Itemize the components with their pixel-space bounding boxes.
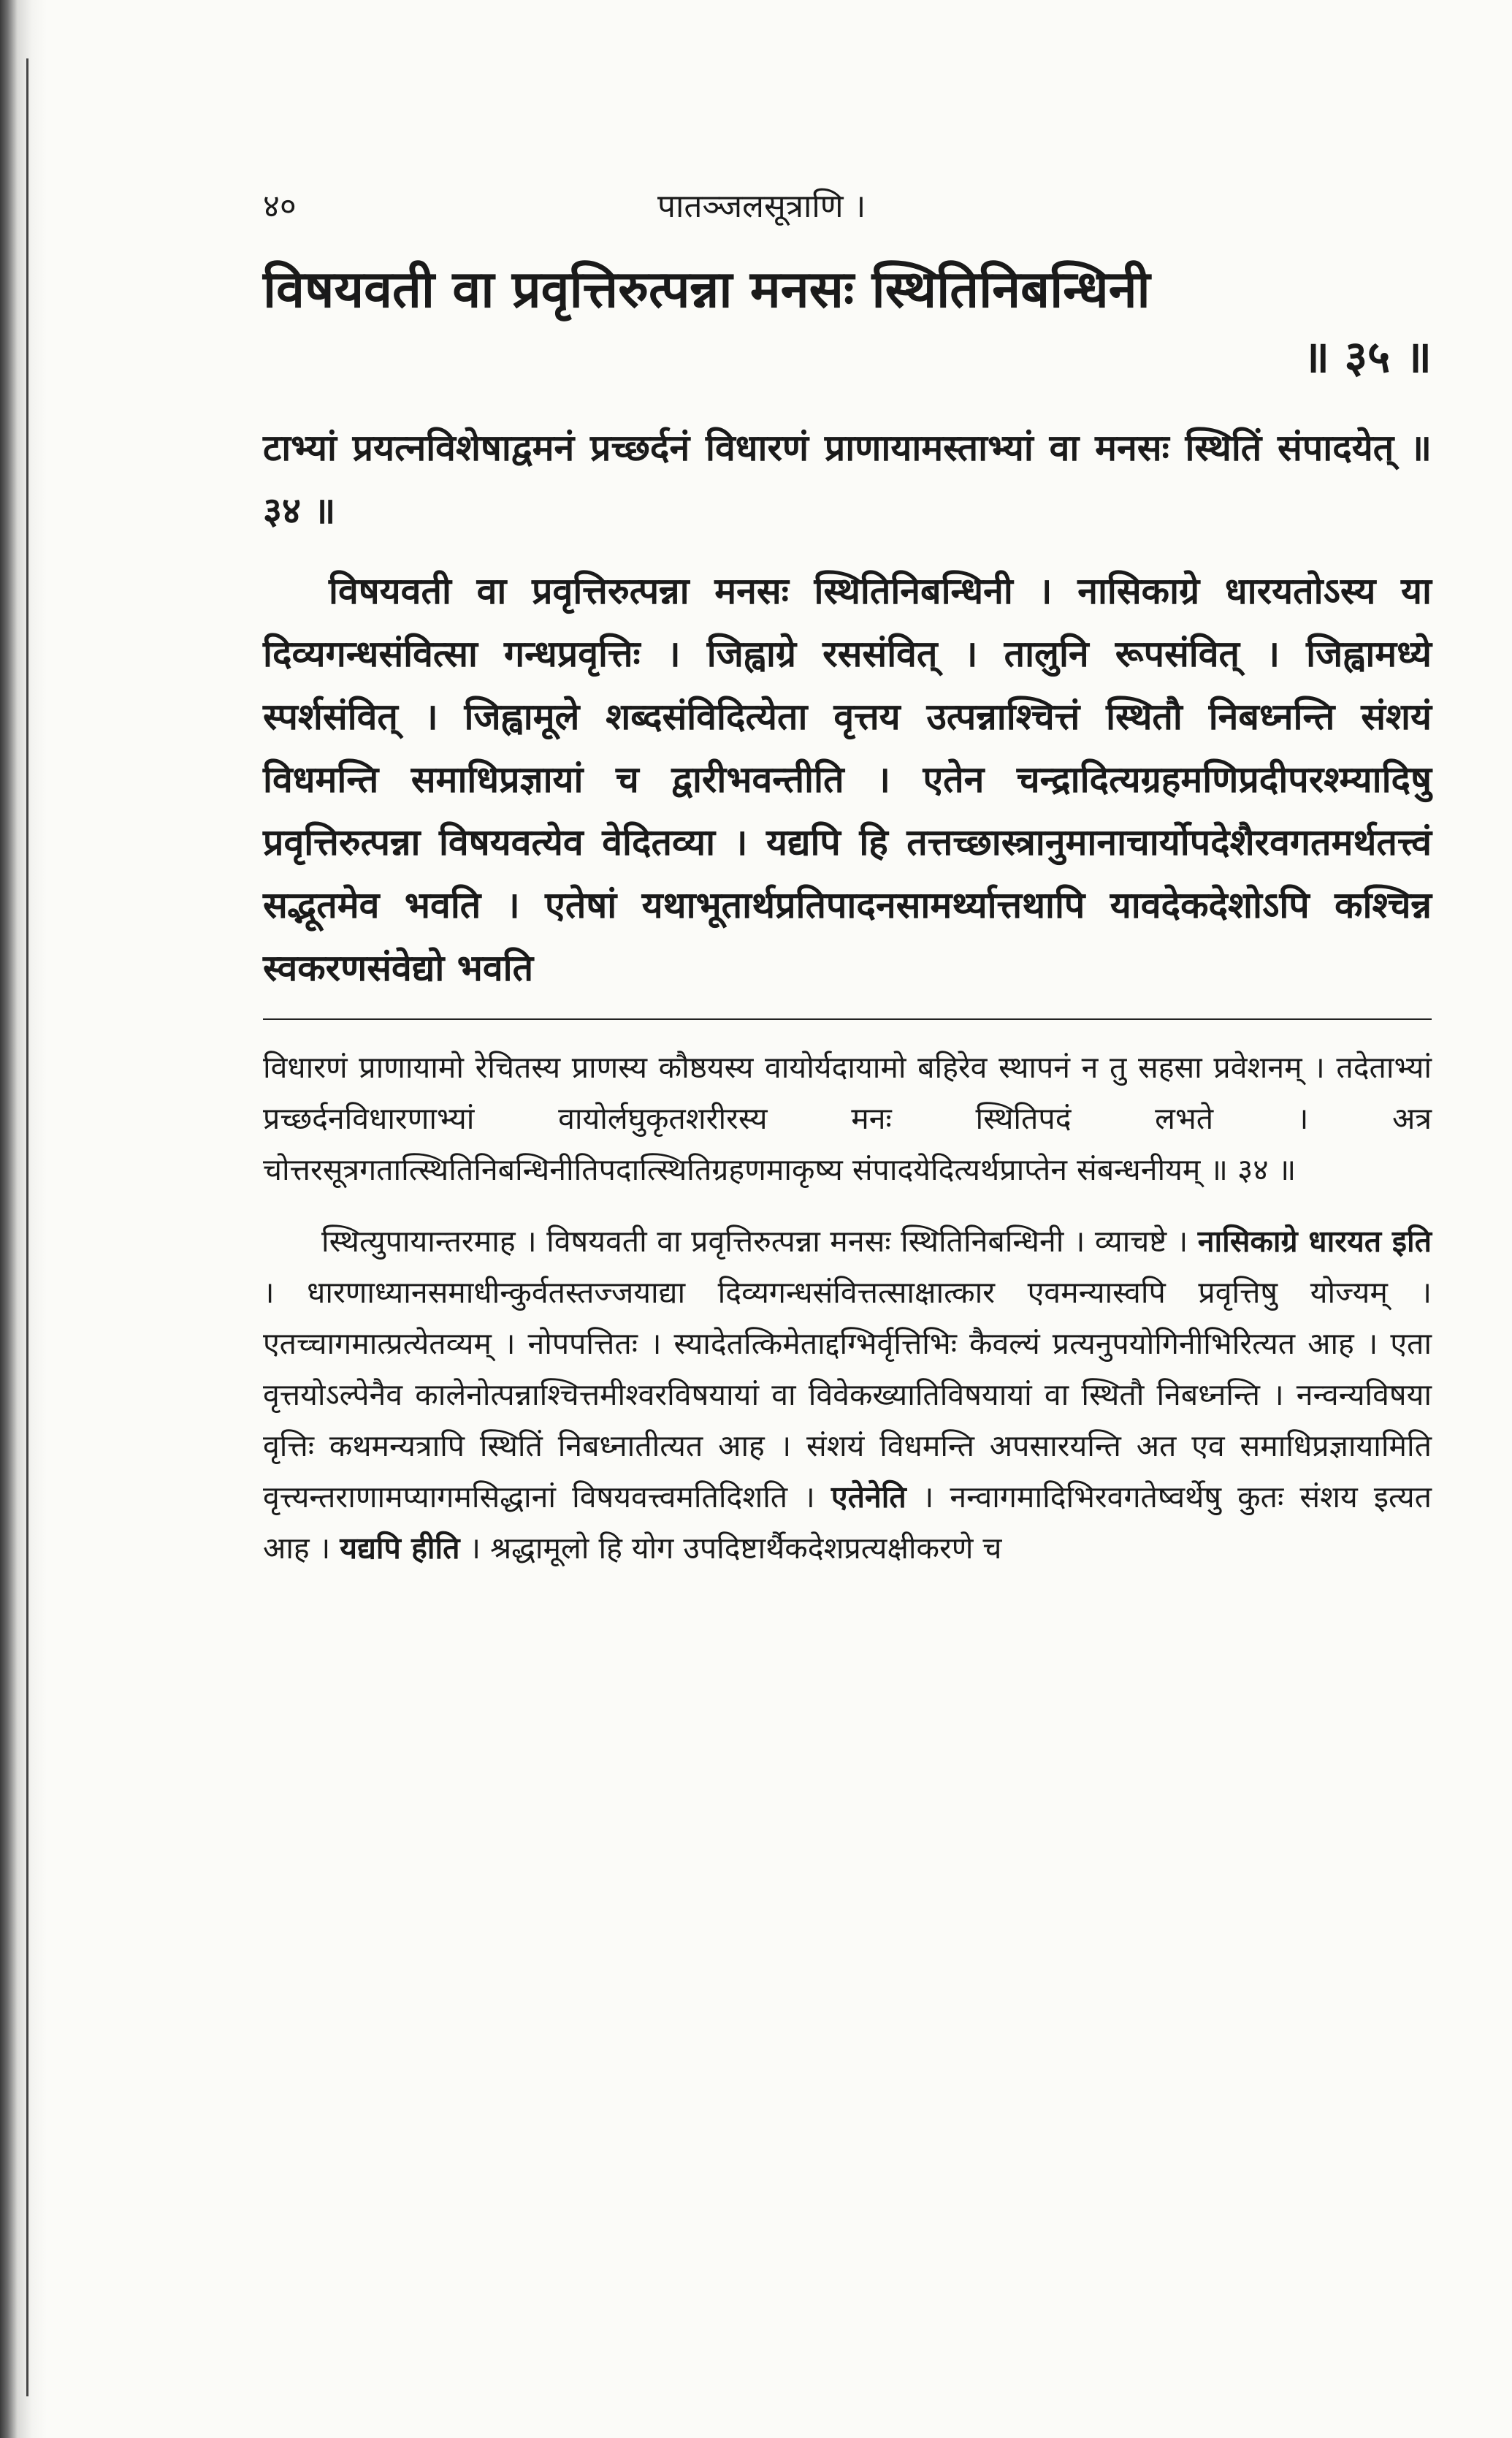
running-title: पातञ्जलसूत्राणि । [657,188,866,225]
section-divider [263,1018,1432,1020]
page [263,168,1432,2382]
commentary-pratika: यद्यपि हीति [340,1531,460,1566]
previous-sutra-bhashya: टाभ्यां प्रयत्नविशेषाद्वमनं प्रच्छर्दनं विधारणं प्राणायामस्ताभ्यां वा मनसः स्थितिं संपादयेत् ॥ ३४ ॥ [263,426,1432,532]
sutra-number: ॥ ३५ ॥ [1302,332,1432,383]
commentary-text: । श्रद्धामूलो हि योग उपदिष्टार्थैकदेशप्रत्यक्षीकरणे च [469,1531,1002,1566]
spine-edge-line [26,58,28,2396]
commentary-text: । धारणाध्यानसमाधीन्कुर्वतस्तज्जयाद्या दिव्यगन्धसंवित्तत्साक्षात्कार एवमन्यास्वपि प्रवृत्तिषु योज्यम् । एतच्चागमात्प्रत्येतव्यम् । नोपपत्तितः । स्यादेतत्किमेताद्दग्भिर्वृत्तिभिः कैवल्यं प्रत्यनुपयोगिनीभिरित्यत आह । एता वृत्तयोऽल्पेनैव कालेनोत्पन्नाश्चित्तमीश्वरविषयायां वा विवेकख्यातिविषयायां वा स्थितौ निबध्नन्ति । नन्वन्यविषया वृत्तिः कथमन्यत्रापि स्थितिं निबध्नातीत्यत आह । संशयं विधमन्ति अपसारयन्ति अत एव समाधिप्रज्ञायामिति वृत्त्यन्तराणामप्यागमसिद्धानां विषयवत्त्वमतिदिशति । [263,1275,1432,1515]
commentary-paragraph-2 [263,1216,1432,1574]
commentary-text: । नन्वागमादिभिरवगतेष्वर्थेषु कुतः संशय इत्यत आह । [263,1479,1432,1566]
page-number: ४० [263,188,297,225]
bhashya-paragraph: विषयवती वा प्रवृत्तिरुत्पन्ना मनसः स्थितिनिबन्धिनी । नासिकाग्रे धारयतोऽस्य या दिव्यगन्धसंवित्सा गन्धप्रवृत्तिः । जिह्वाग्रे रससंवित् । तालुनि रूपसंवित् । जिह्वामध्ये स्पर्शसंवित् । जिह्वामूले शब्दसंविदित्येता वृत्तय उत्पन्नाश्चित्तं स्थितौ निबध्नन्ति संशयं विधमन्ति समाधिप्रज्ञायां च द्वारीभवन्तीति । एतेन चन्द्रादित्यग्रहमणिप्रदीपरश्म्यादिषु प्रवृत्तिरुत्पन्ना विषयवत्येव वेदितव्या । यद्यपि हि तत्तच्छास्त्रानुमानाचार्योपदेशैरवगतमर्थतत्त्वं सद्भूतमेव भवति । एतेषां यथाभूतार्थप्रतिपादनसामर्थ्यात्तथापि यावदेकदेशोऽपि कश्चिन्न स्वकरणसंवेद्यो भवति [263,569,1432,989]
book-spine-shadow [0,0,47,2438]
commentary-pratika: नासिकाग्रे धारयत इति [1197,1224,1432,1259]
sutra-text: विषयवती वा प्रवृत्तिरुत्पन्ना मनसः स्थितिनिबन्धिनी [263,259,1150,319]
running-header [263,168,1432,226]
commentary-paragraph-1: विधारणं प्राणायामो रेचितस्य प्राणस्य कौष्ठयस्य वायोर्यदायामो बहिरेव स्थापनं न तु सहसा प्रवेशनम् । तदेताभ्यां प्रच्छर्दनविधारणाभ्यां वायोर्लघुकृतशरीरस्य मनः स्थितिपदं लभते । अत्र चोत्तरसूत्रगतात्स्थितिनिबन्धिनीतिपदात्स्थितिग्रहणमाकृष्य संपादयेदित्यर्थप्राप्तेन संबन्धनीयम् ॥ ३४ ॥ [263,1050,1432,1187]
commentary-pratika: एतेनेति [831,1479,906,1515]
commentary-text: स्थित्युपायान्तरमाह । विषयवती वा प्रवृत्तिरुत्पन्ना मनसः स्थितिनिबन्धिनी । व्याचष्टे । [321,1224,1188,1259]
